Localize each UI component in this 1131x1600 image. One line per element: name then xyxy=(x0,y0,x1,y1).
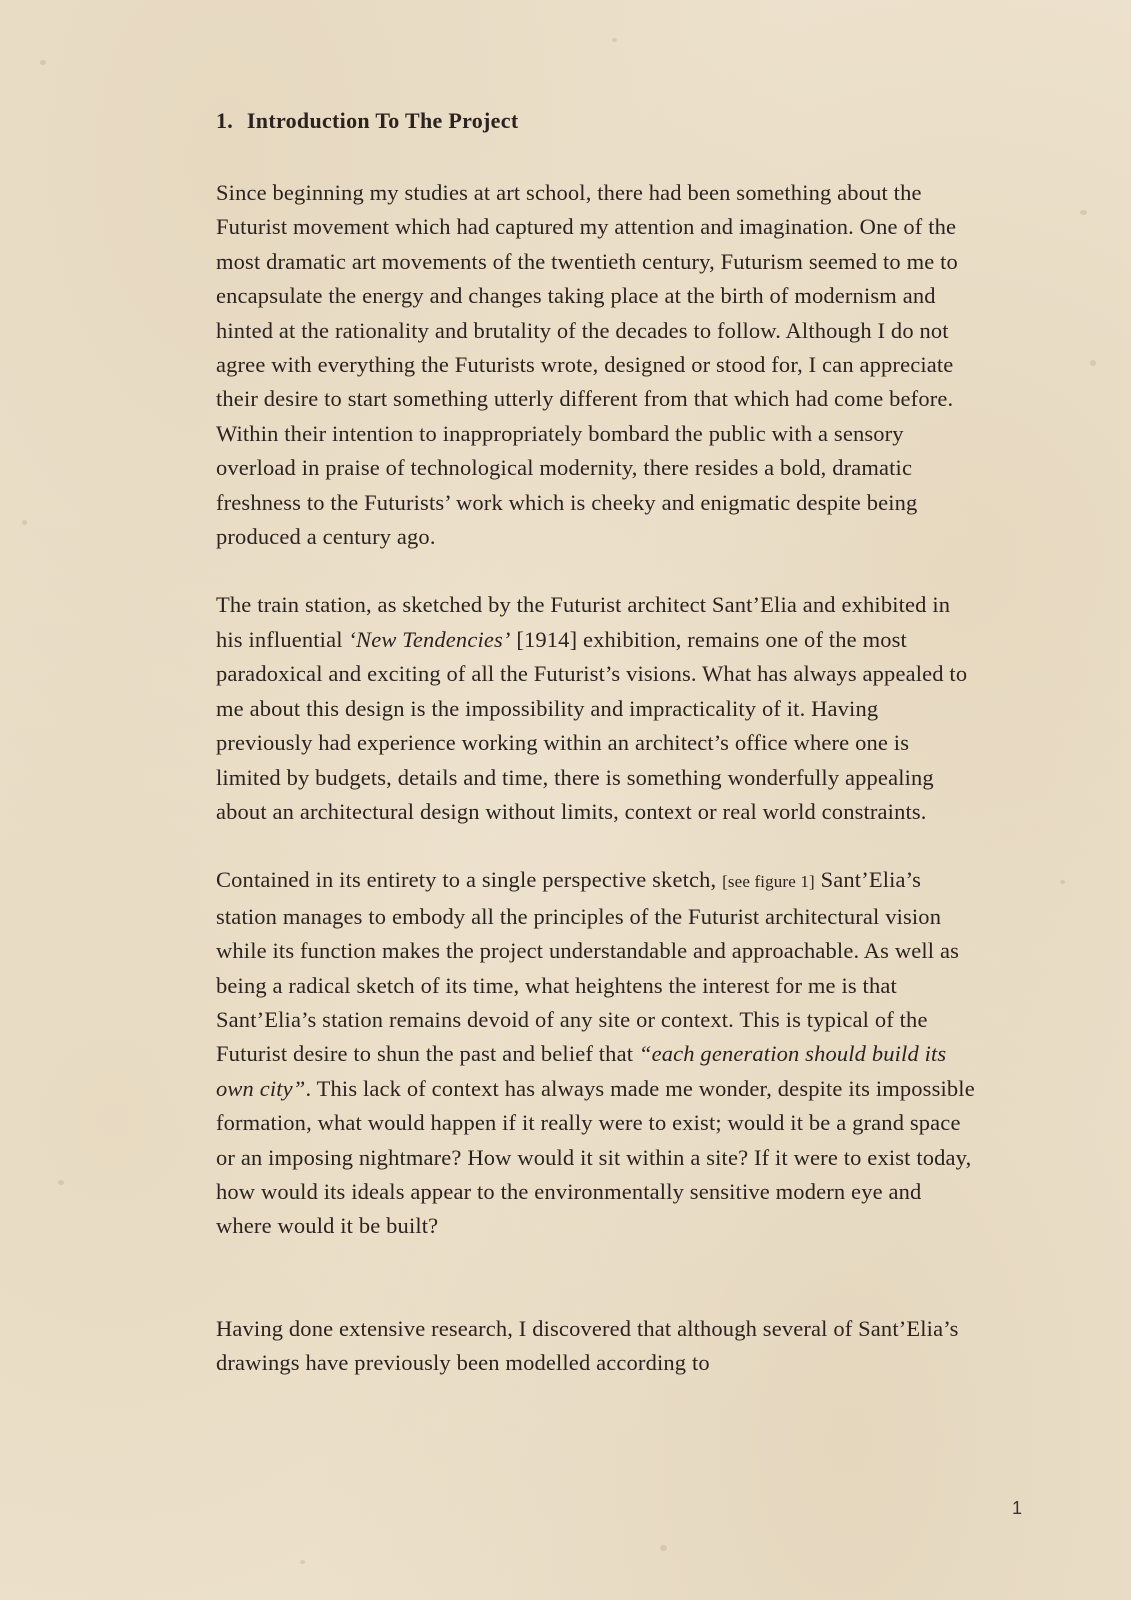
paper-speck xyxy=(660,1545,667,1551)
paragraph-3-text-a: Contained in its entirety to a single perspective sketch, xyxy=(216,867,723,893)
paragraph-3 xyxy=(216,863,976,1243)
paragraph-3-text-b: Sant’Elia’s station manages to embody all the principles of the Futurist architectural vision while its function makes the project understandable and approachable. As well as being a radical sketch of its time, what heightens the interest for me is that Sant’Elia’s station remains devoid of any site or context. This is typical of the Futurist desire to shun the past and belief that xyxy=(216,867,960,1067)
paper-speck xyxy=(612,38,617,42)
section-heading xyxy=(216,108,976,134)
paragraph-3-text-c: . This lack of context has always made me wonder, despite its impossible formation, what would happen if it really were to exist; would it be a grand space or an imposing nightmare? How would it sit within a site? If it were to exist today, how would its ideals appear to the environmentally sensitive modern eye and where would it be built? xyxy=(216,1075,975,1239)
paragraph-2 xyxy=(216,588,976,829)
paragraph-2-text-a: The train station, as sketched by the Futurist architect Sant’Elia and exhibited in his influential xyxy=(216,592,951,652)
paper-speck xyxy=(40,60,46,65)
document-page xyxy=(216,108,976,1415)
section-title: Introduction To The Project xyxy=(246,108,519,133)
section-number: 1. xyxy=(216,108,234,133)
figure-reference: [see figure 1] xyxy=(722,872,815,892)
paper-speck xyxy=(1060,880,1065,884)
paper-speck xyxy=(1090,360,1096,366)
paper-speck xyxy=(22,520,27,525)
page-number: 1 xyxy=(1012,1498,1023,1518)
paragraph-1: Since beginning my studies at art school, there had been something about the Futurist movement which had captured my attention and imagination. One of the most dramatic art movements of the twentieth century, Futurism seemed to me to encapsulate the energy and changes taking place at the birth of modernism and hinted at the rationality and brutality of the decades to follow. Although I do not agree with everything the Futurists wrote, designed or stood for, I can appreciate their desire to start something utterly different from that which had come before. Within their intention to inappropriately bombard the public with a sensory overload in praise of technological modernity, there resides a bold, dramatic freshness to the Futurists’ work which is cheeky and enigmatic despite being produced a century ago. xyxy=(216,180,958,550)
paper-speck xyxy=(300,1560,305,1564)
quote: “each generation should build its own city” xyxy=(216,1041,947,1101)
paragraph-2-text-b: [1914] exhibition, remains one of the most paradoxical and exciting of all the Futurist’s visions. What has always appealed to me about this design is the impossibility and impracticality of it. Having previously had experience working within an architect’s office where one is limited by budgets, details and time, there is something wonderfully appealing about an architectural design without limits, context or real world constraints. xyxy=(216,626,968,824)
paper-speck xyxy=(1080,210,1087,215)
paper-speck xyxy=(58,1180,64,1185)
exhibition-title: ‘New Tendencies’ xyxy=(348,626,511,652)
paragraph-4: Having done extensive research, I discovered that although several of Sant’Elia’s drawings have previously been modelled according to xyxy=(216,1315,959,1376)
